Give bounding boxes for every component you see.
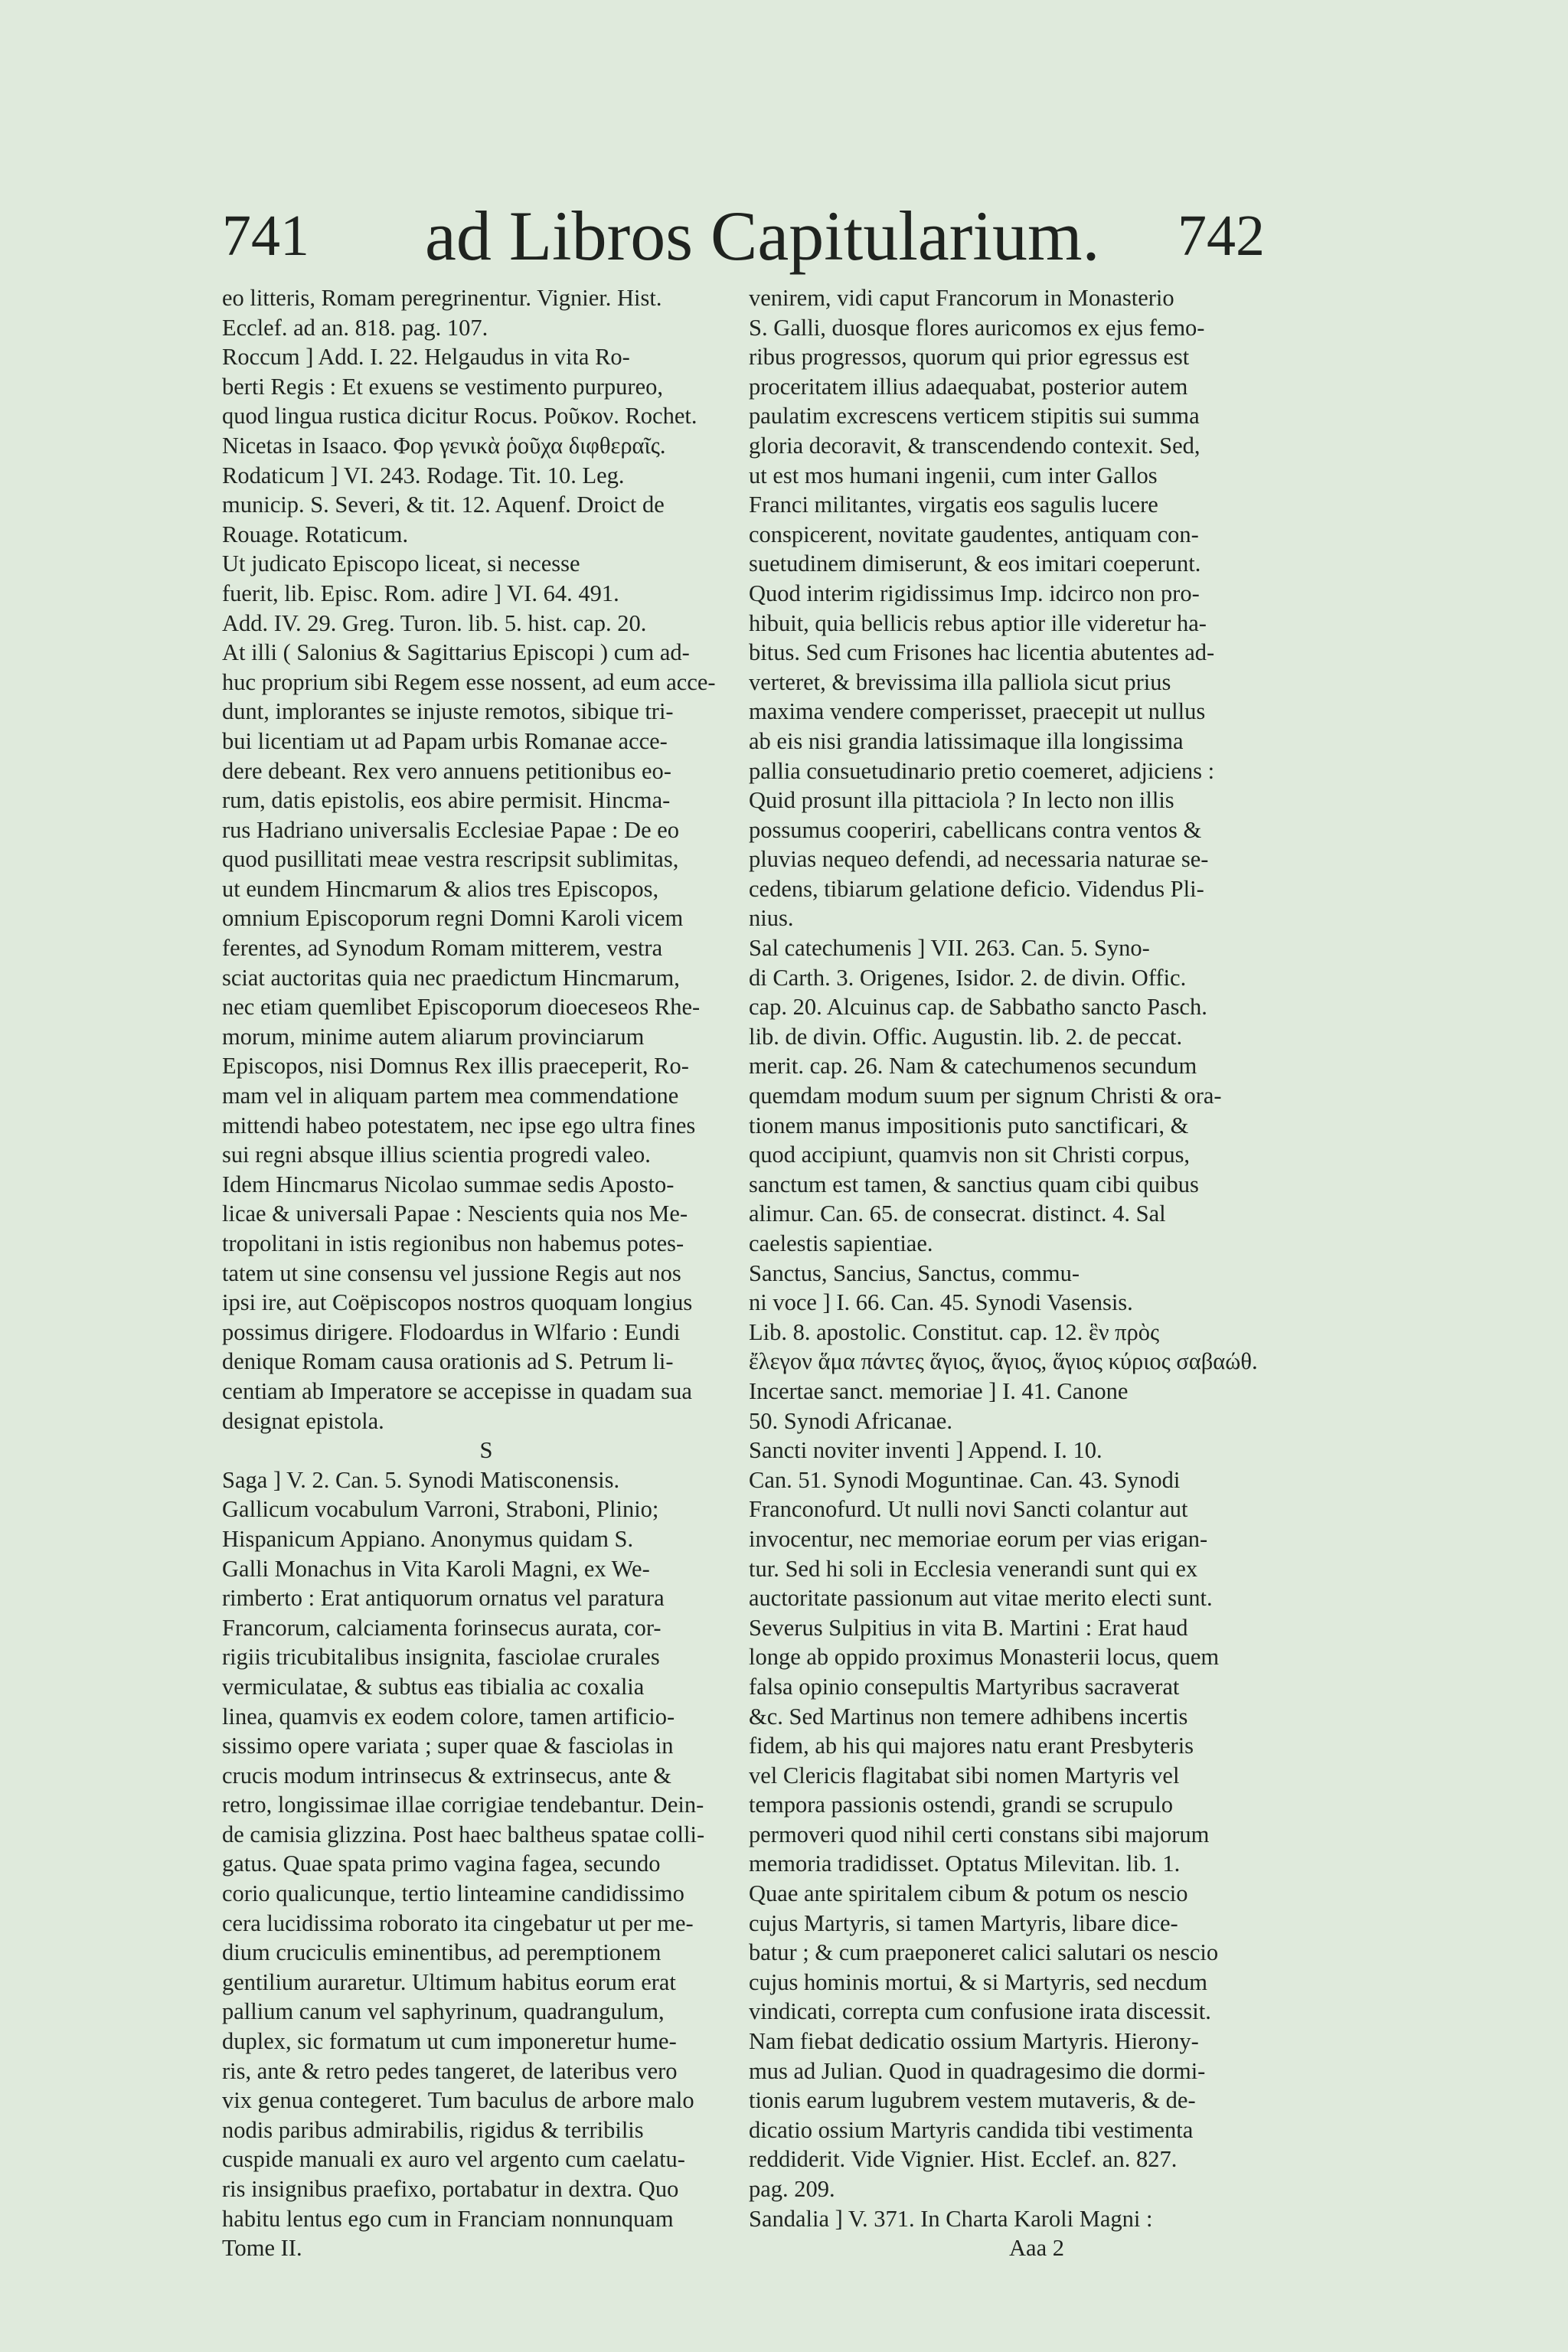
text-line: nius. [749,905,794,932]
text-line: tur. Sed hi soli in Ecclesia venerandi sunt qui ex [749,1555,1198,1582]
text-line: lib. de divin. Offic. Augustin. lib. 2. de peccat. [749,1023,1183,1050]
text-line: Rodaticum ] VI. 243. Rodage. Tit. 10. Leg. [222,462,625,488]
text-line: Rouage. Rotaticum. [222,521,409,547]
text-line: Sal catechumenis ] VII. 263. Can. 5. Syno- [749,935,1150,962]
text-line: tropolitani in istis regionibus non habemus potes- [222,1230,684,1256]
text-line: merit. cap. 26. Nam & catechumenos secundum [749,1053,1197,1080]
text-line: Roccum ] Add. I. 22. Helgaudus in vita Ro- [222,344,630,371]
text-line: ut eundem Hincmarum & alios tres Episcopos, [222,875,659,902]
text-line: de camisia glizzina. Post haec baltheus spatae colli- [222,1821,705,1847]
text-line: caelestis sapientiae. [749,1230,933,1256]
text-line: ut est mos humani ingenii, cum inter Gallos [749,462,1158,488]
text-line: berti Regis : Et exuens se vestimento purpureo, [222,373,663,400]
text-line: Ut judicato Episcopo liceat, si necesse [222,550,580,577]
text-line: gloria decoravit, & transcendendo contexit. Sed, [749,432,1200,459]
text-line: corio qualicunque, tertio linteamine candidissimo [222,1880,684,1907]
text-line: dium cruciculis eminentibus, ad peremptionem [222,1939,662,1966]
text-line: rum, datis epistolis, eos abire permisit. Hincma- [222,787,671,814]
text-line: vermiculatae, & subtus eas tibialia ac coxalia [222,1673,645,1700]
text-line: Sancti noviter inventi ] Append. I. 10. [749,1437,1102,1464]
text-line: bui licentiam ut ad Papam urbis Romanae acce- [222,727,668,754]
text-line: tatem ut sine consensu vel jussione Regis aut nos [222,1259,681,1286]
text-line: Sandalia ] V. 371. In Charta Karoli Magni : [749,2205,1153,2232]
text-line: ni voce ] I. 66. Can. 45. Synodi Vasensis. [749,1289,1133,1316]
text-line: Nicetas in Isaaco. Φορ γενικὰ ῥοῦχα διφθεραῖς. [222,432,666,459]
text-line: habitu lentus ego cum in Franciam nonnunquam [222,2205,674,2232]
text-line: quod pusillitati meae vestra rescripsit sublimitas, [222,846,679,873]
text-line: ἔλεγον ἅμα πάντες ἅγιος, ἅγιος, ἅγιος κύριος σαβαώθ. [749,1348,1258,1375]
running-title: ad Libros Capitularium. [425,197,1100,275]
text-line: pluvias nequeo defendi, ad necessaria naturae se- [749,846,1209,873]
text-line: pag. 209. [749,2176,835,2202]
text-line: Idem Hincmarus Nicolao summae sedis Aposto- [222,1171,675,1197]
right-column [749,283,1280,2263]
text-line: possimus dirigere. Flodoardus in Wlfario : Eundi [222,1318,681,1345]
text-line: Saga ] V. 2. Can. 5. Synodi Matisconensis. [222,1466,620,1493]
text-line: vix genua contegeret. Tum baculus de arbore malo [222,2087,694,2114]
text-line: mus ad Julian. Quod in quadragesimo die dormi- [749,2057,1206,2084]
text-line: municip. S. Severi, & tit. 12. Aquenf. Droict de [222,492,665,518]
text-line: paulatim excrescens verticem stipitis sui summa [749,403,1200,430]
text-line: &c. Sed Martinus non temere adhibens incertis [749,1703,1188,1730]
text-line: alimur. Can. 65. de consecrat. distinct. 4. Sal [749,1200,1166,1227]
text-line: vindicati, correpta cum confusione irata discessit. [749,1998,1211,2025]
text-line: Gallicum vocabulum Varroni, Straboni, Plinio; [222,1496,659,1523]
text-line: quod accipiunt, quamvis non sit Christi corpus, [749,1142,1191,1168]
text-line: Ecclef. ad an. 818. pag. 107. [222,314,488,341]
text-line: Hispanicum Appiano. Anonymus quidam S. [222,1525,634,1552]
text-line: ferentes, ad Synodum Romam mitterem, vestra [222,935,663,962]
text-line: pallia consuetudinario pretio coemeret, adjiciens : [749,757,1215,784]
text-line: huc proprium sibi Regem esse nossent, ad eum acce- [222,668,716,695]
text-line: Quod interim rigidissimus Imp. idcirco non pro- [749,580,1200,606]
text-line: quod lingua rustica dicitur Rocus. Ροῦκον. Rochet. [222,403,697,430]
text-line: crucis modum intrinsecus & extrinsecus, ante & [222,1762,671,1788]
text-line: sciat auctoritas quia nec praedictum Hincmarum, [222,964,680,991]
text-line: auctoritate passionum aut vitae merito electi sunt. [749,1585,1213,1612]
text-line: Francorum, calciamenta forinsecus aurata, cor- [222,1614,662,1641]
text-line: cap. 20. Alcuinus cap. de Sabbatho sancto Pasch. [749,994,1207,1021]
text-line: gentilium auraretur. Ultimum habitus eorum erat [222,1968,676,1995]
text-line: cedens, tibiarum gelatione deficio. Videndus Pli- [749,875,1204,902]
text-line: rigiis tricubitalibus insignita, fasciolae crurales [222,1644,660,1671]
text-line: possumus cooperiri, cabellicans contra ventos & [749,816,1202,843]
text-line: invocentur, nec memoriae eorum per vias erigan- [749,1525,1208,1552]
text-line: morum, minime autem aliarum provinciarum [222,1023,645,1050]
text-line: S. Galli, duosque flores auricomos ex ejus femo- [749,314,1205,341]
text-line: retro, longissimae illae corrigiae tendebantur. Dein- [222,1792,704,1818]
text-line: rus Hadriano universalis Ecclesiae Papae : De eo [222,816,680,843]
text-line: gatus. Quae spata primo vagina fagea, secundo [222,1851,661,1877]
text-line: eo litteris, Romam peregrinentur. Vignier. Hist. [222,285,662,311]
text-line: Tome II. [222,2235,302,2262]
text-line: dunt, implorantes se injuste remotos, sibique tri- [222,698,674,725]
text-line: nodis paribus admirabilis, rigidus & terribilis [222,2116,644,2143]
text-line: tempora passionis ostendi, grandi se scrupulo [749,1792,1173,1818]
text-line: sissimo opere variata ; super quae & fasciolas in [222,1733,674,1759]
text-line: vel Clericis flagitabat sibi nomen Martyris vel [749,1762,1180,1788]
text-line: ris insignibus praefixo, portabatur in dextra. Quo [222,2176,679,2202]
text-line: hibuit, quia bellicis rebus aptior ille videretur ha- [749,609,1207,636]
text-line: venirem, vidi caput Francorum in Monasterio [749,285,1174,311]
text-line: proceritatem illius adaequabat, posterior autem [749,373,1188,400]
text-line: di Carth. 3. Origenes, Isidor. 2. de divin. Offic. [749,964,1187,991]
text-line: bitus. Sed cum Frisones hac licentia abutentes ad- [749,639,1215,666]
text-line: Quae ante spiritalem cibum & potum os nescio [749,1880,1188,1907]
text-line: ab eis nisi grandia latissimaque illa longissima [749,727,1184,754]
text-line: S [479,1437,493,1464]
text-line: Episcopos, nisi Domnus Rex illis praeceperit, Ro- [222,1053,689,1080]
text-line: licae & universali Papae : Nescients quia nos Me- [222,1200,688,1227]
text-line: longe ab oppido proximus Monasterii locus, quem [749,1644,1220,1671]
text-line: reddiderit. Vide Vignier. Hist. Ecclef. an. 827. [749,2146,1178,2173]
text-line: ris, ante & retro pedes tangeret, de lateribus vero [222,2057,678,2084]
text-line: pallium canum vel saphyrinum, quadrangulum, [222,1998,665,2025]
text-line: nec etiam quemlibet Episcoporum dioeceseos Rhe- [222,994,701,1021]
text-line: conspicerent, novitate gaudentes, antiquam con- [749,521,1199,547]
text-line: permoveri quod nihil certi constans sibi majorum [749,1821,1210,1847]
text-line: omnium Episcoporum regni Domni Karoli vicem [222,905,684,932]
page-number-left: 741 [222,204,309,268]
left-column [222,283,750,2263]
text-line: Severus Sulpitius in vita B. Martini : Erat haud [749,1614,1188,1641]
text-line: denique Romam causa orationis ad S. Petrum li- [222,1348,674,1375]
text-line: Galli Monachus in Vita Karoli Magni, ex We- [222,1555,650,1582]
text-line: linea, quamvis ex eodem colore, tamen artificio- [222,1703,675,1730]
text-line: ipsi ire, aut Coëpiscopos nostros quoquam longius [222,1289,693,1316]
text-line: Aaa 2 [1009,2235,1064,2262]
text-line: Can. 51. Synodi Moguntinae. Can. 43. Synodi [749,1466,1181,1493]
text-line: Incertae sanct. memoriae ] I. 41. Canone [749,1377,1129,1404]
text-line: mam vel in aliquam partem mea commendatione [222,1083,679,1109]
text-line: fuerit, lib. Episc. Rom. adire ] VI. 64. 491. [222,580,619,606]
text-line: tionem manus impositionis puto sanctificari, & [749,1112,1189,1138]
text-line: Quid prosunt illa pittaciola ? In lecto non illis [749,787,1174,814]
text-line: fidem, ab his qui majores natu erant Presbyteris [749,1733,1194,1759]
text-line: rimberto : Erat antiquorum ornatus vel paratura [222,1585,665,1612]
page-number-right: 742 [1178,204,1265,268]
text-line: Nam fiebat dedicatio ossium Martyris. Hierony- [749,2028,1199,2055]
text-line: dere debeant. Rex vero annuens petitionibus eo- [222,757,671,784]
text-line: Lib. 8. apostolic. Constitut. cap. 12. ἓν πρὸς [749,1318,1160,1345]
text-line: ribus progressos, quorum qui prior egressus est [749,344,1190,371]
text-line: verteret, & brevissima illa palliola sicut prius [749,668,1171,695]
text-line: batur ; & cum praeponeret calici salutari os nescio [749,1939,1219,1966]
text-line: Sanctus, Sancius, Sanctus, commu- [749,1259,1080,1286]
text-line: quemdam modum suum per signum Christi & ora- [749,1083,1222,1109]
text-line: suetudinem dimiserunt, & eos imitari coeperunt. [749,550,1201,577]
text-line: sui regni absque illius scientia progredi valeo. [222,1142,651,1168]
text-line: sanctum est tamen, & sanctius quam cibi quibus [749,1171,1199,1197]
text-line: memoria tradidisset. Optatus Milevitan. lib. 1. [749,1851,1181,1877]
text-line: falsa opinio consepultis Martyribus sacraverat [749,1673,1180,1700]
text-line: cera lucidissima roborato ita cingebatur ut per me- [222,1909,694,1936]
text-line: 50. Synodi Africanae. [749,1407,952,1434]
text-line: tionis earum lugubrem vestem mutaveris, & de- [749,2087,1196,2114]
text-line: maxima vendere comperisset, praecepit ut nullus [749,698,1206,725]
text-line: cujus Martyris, si tamen Martyris, libare dice- [749,1909,1178,1936]
text-line: Franconofurd. Ut nulli novi Sancti colantur aut [749,1496,1188,1523]
text-line: centiam ab Imperatore se accepisse in quadam sua [222,1377,692,1404]
text-line: mittendi habeo potestatem, nec ipse ego ultra fines [222,1112,696,1138]
text-line: duplex, sic formatum ut cum imponeretur hume- [222,2028,677,2055]
text-line: designat epistola. [222,1407,384,1434]
text-line: dicatio ossium Martyris candida tibi vestimenta [749,2116,1194,2143]
text-line: cujus hominis mortui, & si Martyris, sed necdum [749,1968,1207,1995]
text-line: Add. IV. 29. Greg. Turon. lib. 5. hist. cap. 20. [222,609,647,636]
text-line: Franci militantes, virgatis eos sagulis lucere [749,492,1158,518]
text-line: cuspide manuali ex auro vel argento cum caelatu- [222,2146,685,2173]
text-line: At illi ( Salonius & Sagittarius Episcopi ) cum ad- [222,639,690,666]
